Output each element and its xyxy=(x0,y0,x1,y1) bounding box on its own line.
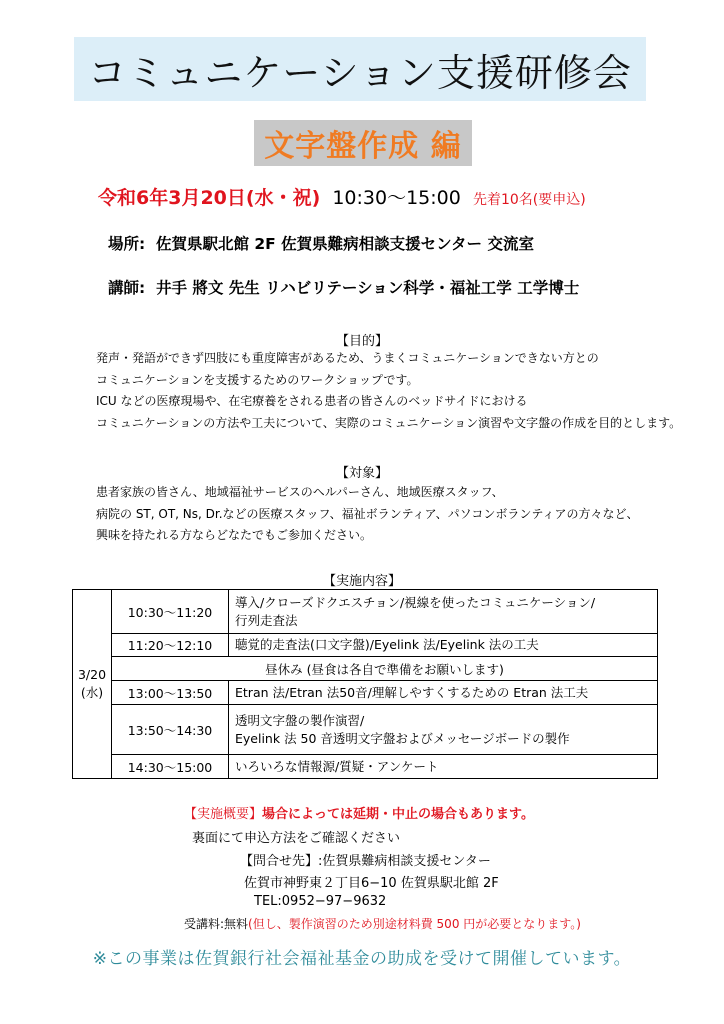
schedule-content xyxy=(229,705,658,755)
table-row xyxy=(73,705,658,755)
table-row xyxy=(73,657,658,681)
summary-label: 【実施概要】 xyxy=(184,807,263,822)
contact-name: :佐賀県難病相談支援センター xyxy=(318,854,491,869)
funding-note: ※この事業は佐賀銀行社会福祉基金の助成を受けて開催しています。 xyxy=(92,949,632,969)
schedule-date: 3/20 xyxy=(77,667,107,682)
schedule-content-line: 透明文字盤の製作演習/ xyxy=(235,712,365,728)
schedule-time: 10:30〜11:20 xyxy=(112,590,229,634)
event-date-line xyxy=(98,183,586,210)
page-title: コミュニケーション支援研修会 xyxy=(74,37,646,101)
target-line: 患者家族の皆さん、地域福祉サービスのヘルパーさん、地域医療スタッフ、 xyxy=(96,485,504,499)
schedule-time: 14:30〜15:00 xyxy=(112,755,229,779)
fee-line xyxy=(184,915,581,932)
venue-value: 佐賀県駅北館 2F 佐賀県難病相談支援センター 交流室 xyxy=(156,235,534,253)
schedule-content: いろいろな情報源/質疑・アンケート xyxy=(229,755,658,779)
schedule-time: 11:20〜12:10 xyxy=(112,634,229,657)
target-line: 病院の ST, OT, Ns, Dr.などの医療スタッフ、福祉ボランティア、パソコンボランティアの方々など、 xyxy=(96,506,639,521)
contact-tel: TEL:0952−97−9632 xyxy=(254,894,387,909)
purpose-line: ICU などの医療現場や、在宅療養をされる患者の皆さんのベッドサイドにおける xyxy=(96,394,528,408)
schedule-time: 13:00〜13:50 xyxy=(112,681,229,705)
schedule-heading: 【実施内容】 xyxy=(322,574,401,589)
purpose-line: コミュニケーションの方法や工夫について、実際のコミュニケーション演習や文字盤の作成を目的とします。 xyxy=(96,415,682,430)
contact-line xyxy=(240,850,491,869)
schedule-date-cell xyxy=(73,590,112,779)
venue-line xyxy=(108,232,534,254)
schedule-time: 13:50〜14:30 xyxy=(112,705,229,755)
table-row xyxy=(73,590,658,634)
table-row xyxy=(73,755,658,779)
fee-label: 受講料:無料 xyxy=(184,917,249,931)
venue-label: 場所: xyxy=(108,235,146,253)
fee-note: (但し、製作演習のため別途材料費 500 円が必要となります。) xyxy=(248,917,581,931)
schedule-content xyxy=(229,590,658,634)
summary-line xyxy=(184,803,534,822)
summary-notice: 場合によっては延期・中止の場合もあります。 xyxy=(262,807,534,822)
event-capacity: 先着10名(要申込) xyxy=(472,192,586,208)
schedule-content-line: 行列走査法 xyxy=(235,612,298,628)
schedule-lunch: 昼休み (昼食は各自で準備をお願いします) xyxy=(112,657,658,681)
page-subtitle: 文字盤作成 編 xyxy=(254,120,472,166)
schedule-content: 聴覚的走査法(口文字盤)/Eyelink 法/Eyelink 法の工夫 xyxy=(229,634,658,657)
contact-address: 佐賀市神野東２丁目6−10 佐賀県駅北館 2F xyxy=(244,876,499,891)
back-note: 裏面にて申込方法をご確認ください xyxy=(192,831,401,846)
target-line: 興味を持たれる方ならどなたでもご参加ください。 xyxy=(96,528,373,542)
schedule-content-line: 導入/クローズドクエスチョン/視線を使ったコミュニケーション/ xyxy=(235,594,596,610)
target-heading: 【対象】 xyxy=(335,466,388,481)
schedule-content-line: Eyelink 法 50 音透明文字盤およびメッセージボードの製作 xyxy=(235,730,570,746)
purpose-text xyxy=(96,348,681,434)
target-text xyxy=(96,482,638,547)
table-row xyxy=(73,681,658,705)
purpose-heading: 【目的】 xyxy=(335,334,388,349)
schedule-weekday: (水) xyxy=(80,685,104,700)
lecturer-line xyxy=(108,276,579,298)
event-time: 10:30〜15:00 xyxy=(332,187,461,209)
purpose-line: コミュニケーションを支援するためのワークショップです。 xyxy=(96,372,419,387)
event-date: 令和6年3月20日(水・祝) xyxy=(98,187,321,209)
table-row xyxy=(73,634,658,657)
lecturer-value: 井手 將文 先生 リハビリテーション科学・福祉工学 工学博士 xyxy=(156,279,580,297)
schedule-table xyxy=(72,589,658,779)
purpose-line: 発声・発語ができず四肢にも重度障害があるため、うまくコミュニケーションできない方との xyxy=(96,351,599,365)
schedule-content: Etran 法/Etran 法50音/理解しやすくするための Etran 法工夫 xyxy=(229,681,658,705)
contact-label: 【問合せ先】 xyxy=(240,854,319,869)
lecturer-label: 講師: xyxy=(108,279,146,297)
